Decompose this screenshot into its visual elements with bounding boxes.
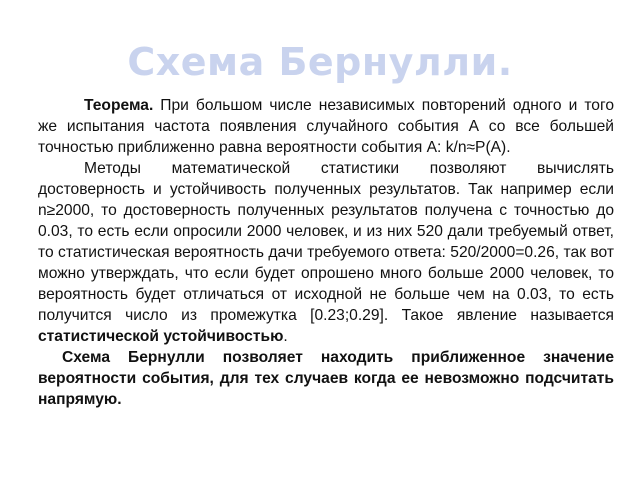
methods-paragraph [38,158,614,347]
theorem-paragraph [38,95,614,158]
bernoulli-conclusion-paragraph: Схема Бернулли позволяет находить приближенное значение вероятности события, для тех случаев когда ее невозможно подсчитать напрямую. [38,349,614,408]
slide-title: Схема Бернулли. [127,40,513,84]
theorem-label: Теорема. [84,97,154,114]
methods-text: Методы математической статистики позволяют вычислять достоверность и устойчивость полученных результатов. Так например если n≥2000, то достоверность полученных результатов получена с точностью до 0.03, то есть если опросили 2000 человек, и из них 520 дали требуемый ответ, то статистическая вероятность дачи требуемого ответа: 520/2000=0.26, так вот можно утверждать, что если будет опрошено много больше 2000 человек, то вероятность будет отличаться от исходной не больше чем на 0.03, то есть получится число из промежутка [0.23;0.29]. Такое явление называется [38,160,614,324]
theorem-text: При большом числе независимых повторений одного и того же испытания частота появления случайного события А со все большей точностью приближенно равна вероятности события А: k/n≈P(A). [38,97,614,156]
slide-body [38,95,614,410]
methods-end: . [283,328,288,345]
statistical-stability-term: статистической устойчивостью [38,328,284,345]
